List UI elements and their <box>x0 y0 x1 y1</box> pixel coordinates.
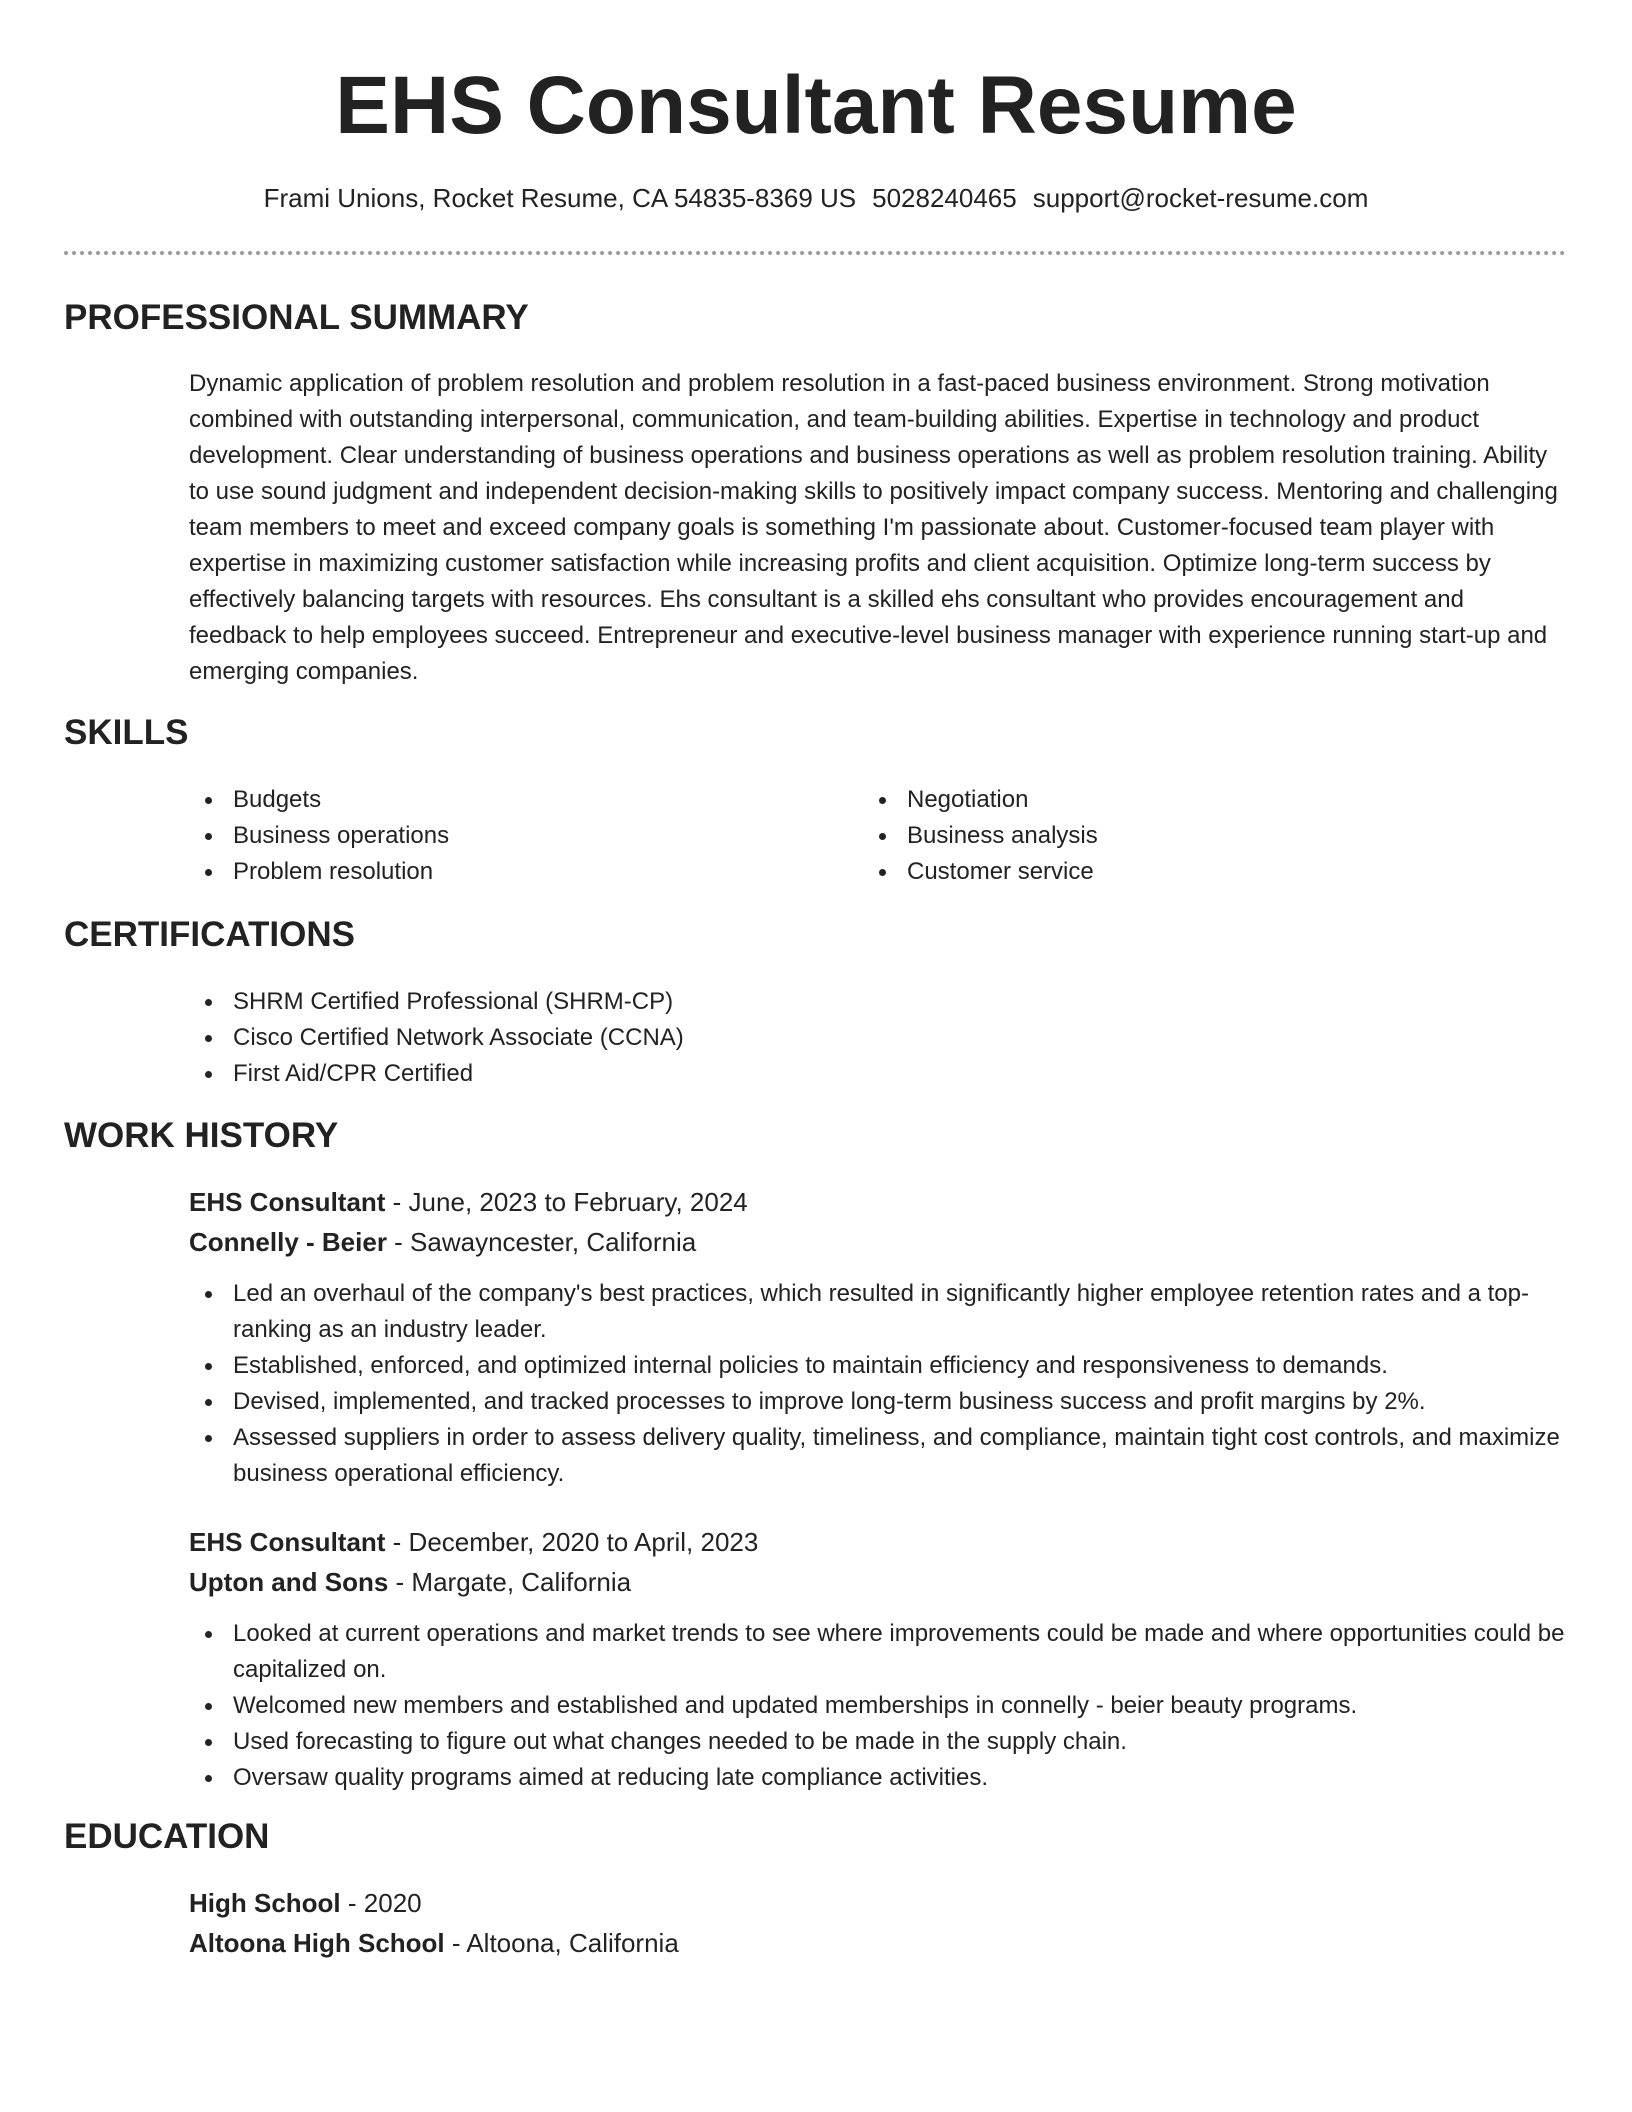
job-title-line <box>189 1522 1567 1562</box>
education-degree-line <box>189 1883 1567 1923</box>
header-divider <box>64 251 1566 255</box>
summary-text: Dynamic application of problem resolution and problem resolution in a fast-paced business environment. Strong motivation combined with outstanding interpersonal, communication, and team-building abilities. Expertise in technology and product development. Clear understanding of business operations and business operations as well as problem resolution training. Ability to use sound judgment and independent decision-making skills to positively impact company success. Mentoring and challenging team members to meet and exceed company goals is something I'm passionate about. Customer-focused team player with expertise in maximizing customer satisfaction while increasing profits and client acquisition. Optimize long-term success by effectively balancing targets with resources. Ehs consultant is a skilled ehs consultant who provides encouragement and feedback to help employees succeed. Entrepreneur and executive-level business manager with experience running start-up and emerging companies. <box>189 370 1558 685</box>
skills-list-left <box>189 782 789 890</box>
job-bullet: Devised, implemented, and tracked processes to improve long-term business success and profit margins by 2%. <box>189 1384 1567 1420</box>
certification-item: Cisco Certified Network Associate (CCNA) <box>189 1020 1567 1056</box>
job-company: Connelly - Beier <box>189 1227 387 1257</box>
job-bullet: Established, enforced, and optimized internal policies to maintain efficiency and responsiveness to demands. <box>189 1348 1567 1384</box>
job-entry <box>189 1522 1567 1796</box>
education-heading: EDUCATION <box>64 1817 270 1856</box>
education-school: Altoona High School <box>189 1928 445 1958</box>
education-entry <box>189 1883 1567 1963</box>
job-bullets <box>189 1616 1567 1796</box>
job-company: Upton and Sons <box>189 1567 389 1597</box>
job-title: EHS Consultant <box>189 1187 386 1217</box>
summary-heading: PROFESSIONAL SUMMARY <box>64 298 529 337</box>
certifications-list <box>189 984 1567 1092</box>
job-title: EHS Consultant <box>189 1527 386 1557</box>
skill-item: Negotiation <box>863 782 1463 818</box>
job-dates: - December, 2020 to April, 2023 <box>385 1527 759 1557</box>
education-year: - 2020 <box>340 1888 422 1918</box>
job-bullet: Used forecasting to figure out what changes needed to be made in the supply chain. <box>189 1724 1567 1760</box>
skill-item: Business operations <box>189 818 789 854</box>
contact-address: Frami Unions, Rocket Resume, CA 54835-8369 US <box>263 183 857 213</box>
education-school-line <box>189 1923 1567 1963</box>
education-location: - Altoona, California <box>444 1928 679 1958</box>
skills-list-right <box>863 782 1463 890</box>
certification-item: SHRM Certified Professional (SHRM-CP) <box>189 984 1567 1020</box>
skill-item: Customer service <box>863 854 1463 890</box>
education-degree: High School <box>189 1888 341 1918</box>
job-bullet: Looked at current operations and market trends to see where improvements could be made and where opportunities could be capitalized on. <box>189 1616 1567 1688</box>
job-title-line <box>189 1182 1567 1222</box>
job-bullet: Assessed suppliers in order to assess delivery quality, timeliness, and compliance, maintain tight cost controls, and maximize business operational efficiency. <box>189 1420 1567 1492</box>
job-location: - Margate, California <box>388 1567 632 1597</box>
job-bullets <box>189 1276 1567 1492</box>
skill-item: Budgets <box>189 782 789 818</box>
contact-email: support@rocket-resume.com <box>1032 183 1369 213</box>
skills-heading: SKILLS <box>64 713 189 752</box>
job-location: - Sawayncester, California <box>386 1227 697 1257</box>
job-dates: - June, 2023 to February, 2024 <box>385 1187 748 1217</box>
skill-item: Problem resolution <box>189 854 789 890</box>
resume-title: EHS Consultant Resume <box>335 60 1297 151</box>
job-company-line <box>189 1562 1567 1602</box>
job-bullet: Welcomed new members and established and updated memberships in connelly - beier beauty programs. <box>189 1688 1567 1724</box>
job-bullet: Oversaw quality programs aimed at reducing late compliance activities. <box>189 1760 1567 1796</box>
job-bullet: Led an overhaul of the company's best practices, which resulted in significantly higher employee retention rates and a top-ranking as an industry leader. <box>189 1276 1567 1348</box>
certifications-heading: CERTIFICATIONS <box>64 915 356 954</box>
contact-line <box>0 180 1632 216</box>
contact-phone: 5028240465 <box>872 183 1017 213</box>
job-company-line <box>189 1222 1567 1262</box>
certification-item: First Aid/CPR Certified <box>189 1056 1567 1092</box>
work-history-heading: WORK HISTORY <box>64 1116 339 1155</box>
job-entry <box>189 1182 1567 1492</box>
skill-item: Business analysis <box>863 818 1463 854</box>
